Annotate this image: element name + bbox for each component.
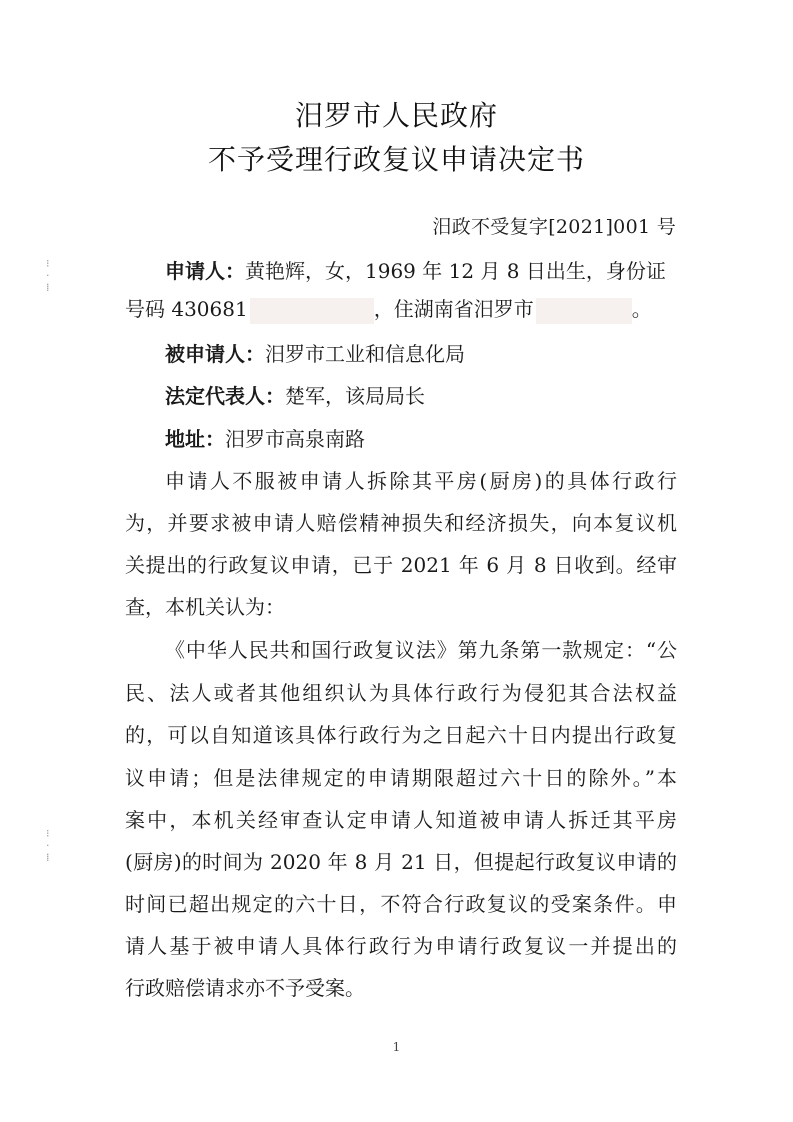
para1-line: 申请人不服被申请人拆除其平房(厨房)的具体行政行 xyxy=(165,469,677,493)
para2-line: 议申请；但是法律规定的申请期限超过六十日的除外。”本 xyxy=(125,766,677,790)
para1-line: 关提出的行政复议申请，已于 2021 年 6 月 8 日收到。经审 xyxy=(125,553,677,577)
respondent-line xyxy=(165,340,717,368)
page-number: 1 xyxy=(392,1040,401,1054)
para2-line: 行政赔偿请求亦不予受案。 xyxy=(125,976,365,1000)
applicant-info: 黄艳辉，女，1969 年 12 月 8 日出生，身份证 xyxy=(245,259,666,283)
applicant-tail: 。 xyxy=(631,297,652,321)
respondent-value: 汨罗市工业和信息化局 xyxy=(265,342,465,366)
para1-line: 查，本机关认为： xyxy=(125,595,285,619)
applicant-address: ，住湖南省汨罗市 xyxy=(373,297,534,321)
respondent-label: 被申请人： xyxy=(165,342,265,366)
binding-hole-mark: ⁝ · ⁞ xyxy=(46,827,50,864)
legal-rep-line xyxy=(165,382,717,410)
para1-line: 为，并要求被申请人赔偿精神损失和经济损失，向本复议机 xyxy=(125,511,677,535)
document-title: 不予受理行政复议申请决定书 xyxy=(207,143,585,176)
para2-line: 请人基于被申请人具体行政行为申请行政复议一并提出的 xyxy=(125,934,677,958)
para2-line: (厨房)的时间为 2020 年 8 月 21 日，但提起行政复议申请的 xyxy=(125,850,677,874)
address-label: 地址： xyxy=(165,427,225,451)
document-number: 汨政不受复字[2021]001 号 xyxy=(432,216,676,238)
address-value: 汨罗市高泉南路 xyxy=(225,427,365,451)
applicant-line xyxy=(165,257,677,285)
applicant-id-prefix: 号码 430681 xyxy=(125,297,248,321)
binding-hole-mark: ⁝ · ⁞ xyxy=(46,257,50,294)
para2-line: 时间已超出规定的六十日，不符合行政复议的受案条件。申 xyxy=(125,892,677,916)
redacted-id xyxy=(250,298,374,324)
applicant-label: 申请人： xyxy=(165,259,245,283)
para2-line: 的，可以自知道该具体行政行为之日起六十日内提出行政复 xyxy=(125,723,677,747)
document-title-issuer: 汨罗市人民政府 xyxy=(294,99,498,132)
para2-line: 民、法人或者其他组织认为具体行政行为侵犯其合法权益 xyxy=(125,681,677,705)
redacted-address xyxy=(536,298,632,324)
para2-line: 《中华人民共和国行政复议法》第九条第一款规定：“公 xyxy=(165,638,677,662)
applicant-id-line xyxy=(125,295,677,323)
legal-rep-value: 楚军，该局局长 xyxy=(285,384,425,408)
legal-rep-label: 法定代表人： xyxy=(165,384,285,408)
address-line xyxy=(165,425,717,453)
para2-line: 案中，本机关经审查认定申请人知道被申请人拆迁其平房 xyxy=(125,808,677,832)
